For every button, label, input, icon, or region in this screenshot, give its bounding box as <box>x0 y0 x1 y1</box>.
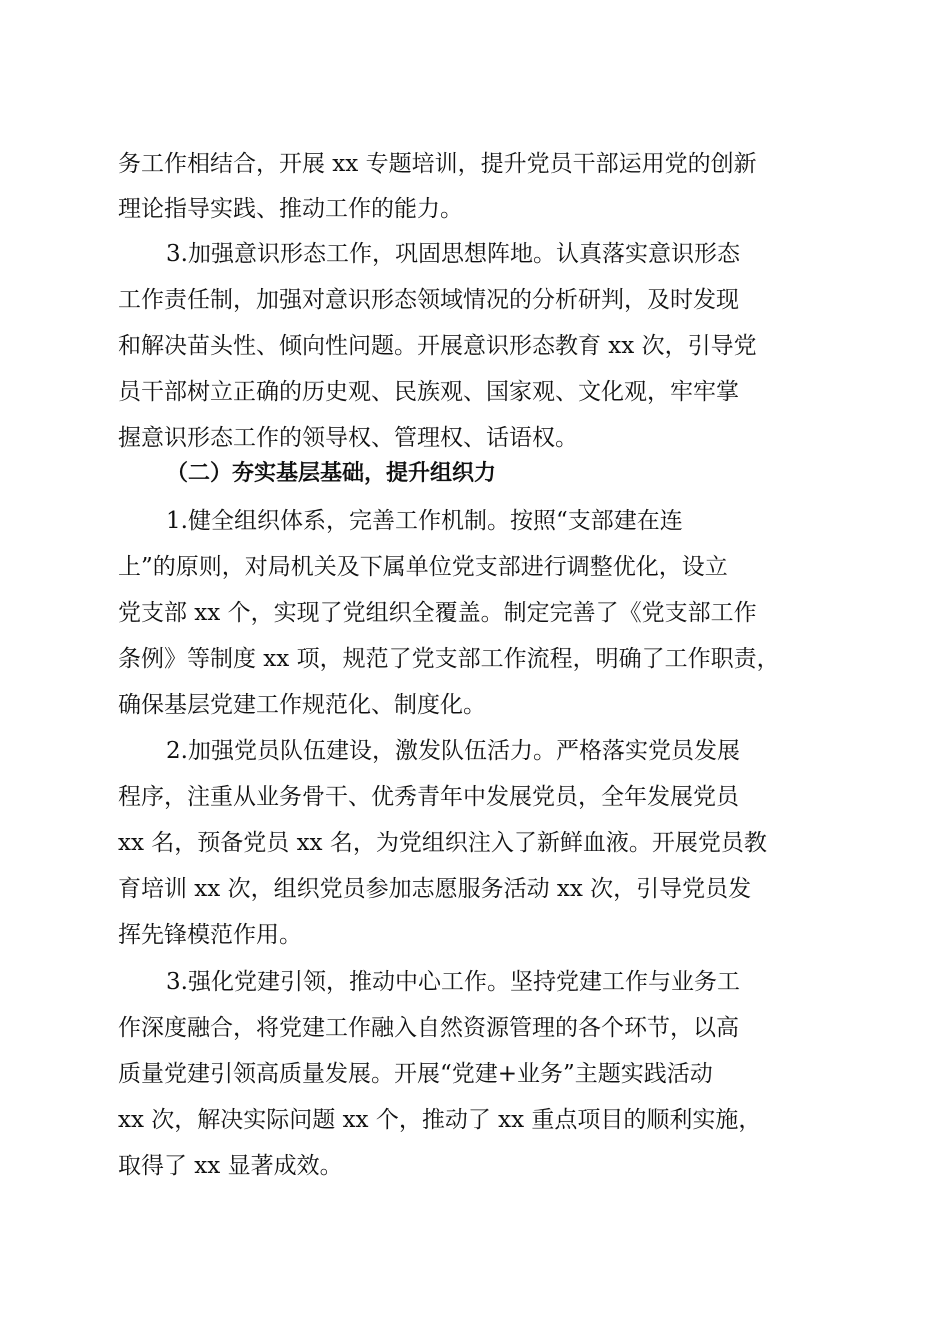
paragraph-line: 3.强化党建引领，推动中心工作。坚持党建工作与业务工 <box>166 969 740 995</box>
paragraph-line: 取得了 xx 显著成效。 <box>118 1153 343 1179</box>
paragraph-line: 3.加强意识形态工作，巩固思想阵地。认真落实意识形态 <box>166 241 740 267</box>
paragraph-line: 1.健全组织体系，完善工作机制。按照“支部建在连 <box>166 508 683 534</box>
paragraph-line: 上”的原则，对局机关及下属单位党支部进行调整优化，设立 <box>118 554 728 580</box>
paragraph-line: 工作责任制，加强对意识形态领域情况的分析研判，及时发现 <box>118 287 739 313</box>
paragraph-line: 务工作相结合，开展 xx 专题培训，提升党员干部运用党的创新 <box>118 151 757 177</box>
paragraph-line: xx 名，预备党员 xx 名，为党组织注入了新鲜血液。开展党员教 <box>118 830 767 856</box>
paragraph-line: 挥先锋模范作用。 <box>118 922 302 948</box>
paragraph-line: 程序，注重从业务骨干、优秀青年中发展党员，全年发展党员 <box>118 784 739 810</box>
paragraph-line: 确保基层党建工作规范化、制度化。 <box>118 692 486 718</box>
paragraph-line: 党支部 xx 个，实现了党组织全覆盖。制定完善了《党支部工作 <box>118 600 757 626</box>
paragraph-line: 握意识形态工作的领导权、管理权、话语权。 <box>118 425 578 451</box>
paragraph-line: 理论指导实践、推动工作的能力。 <box>118 196 463 222</box>
paragraph-line: 2.加强党员队伍建设，激发队伍活力。严格落实党员发展 <box>166 738 740 764</box>
paragraph-line: 条例》等制度 xx 项，规范了党支部工作流程，明确了工作职责， <box>118 646 780 672</box>
section-heading: （二）夯实基层基础，提升组织力 <box>166 461 497 486</box>
paragraph-line: 质量党建引领高质量发展。开展“党建+业务”主题实践活动 <box>118 1061 713 1087</box>
paragraph-line: 员干部树立正确的历史观、民族观、国家观、文化观，牢牢掌 <box>118 379 739 405</box>
paragraph-line: 育培训 xx 次，组织党员参加志愿服务活动 xx 次，引导党员发 <box>118 876 752 902</box>
paragraph-line: 作深度融合，将党建工作融入自然资源管理的各个环节，以高 <box>118 1015 739 1041</box>
paragraph-line: xx 次，解决实际问题 xx 个，推动了 xx 重点项目的顺利实施， <box>118 1107 762 1133</box>
paragraph-line: 和解决苗头性、倾向性问题。开展意识形态教育 xx 次，引导党 <box>118 333 757 359</box>
